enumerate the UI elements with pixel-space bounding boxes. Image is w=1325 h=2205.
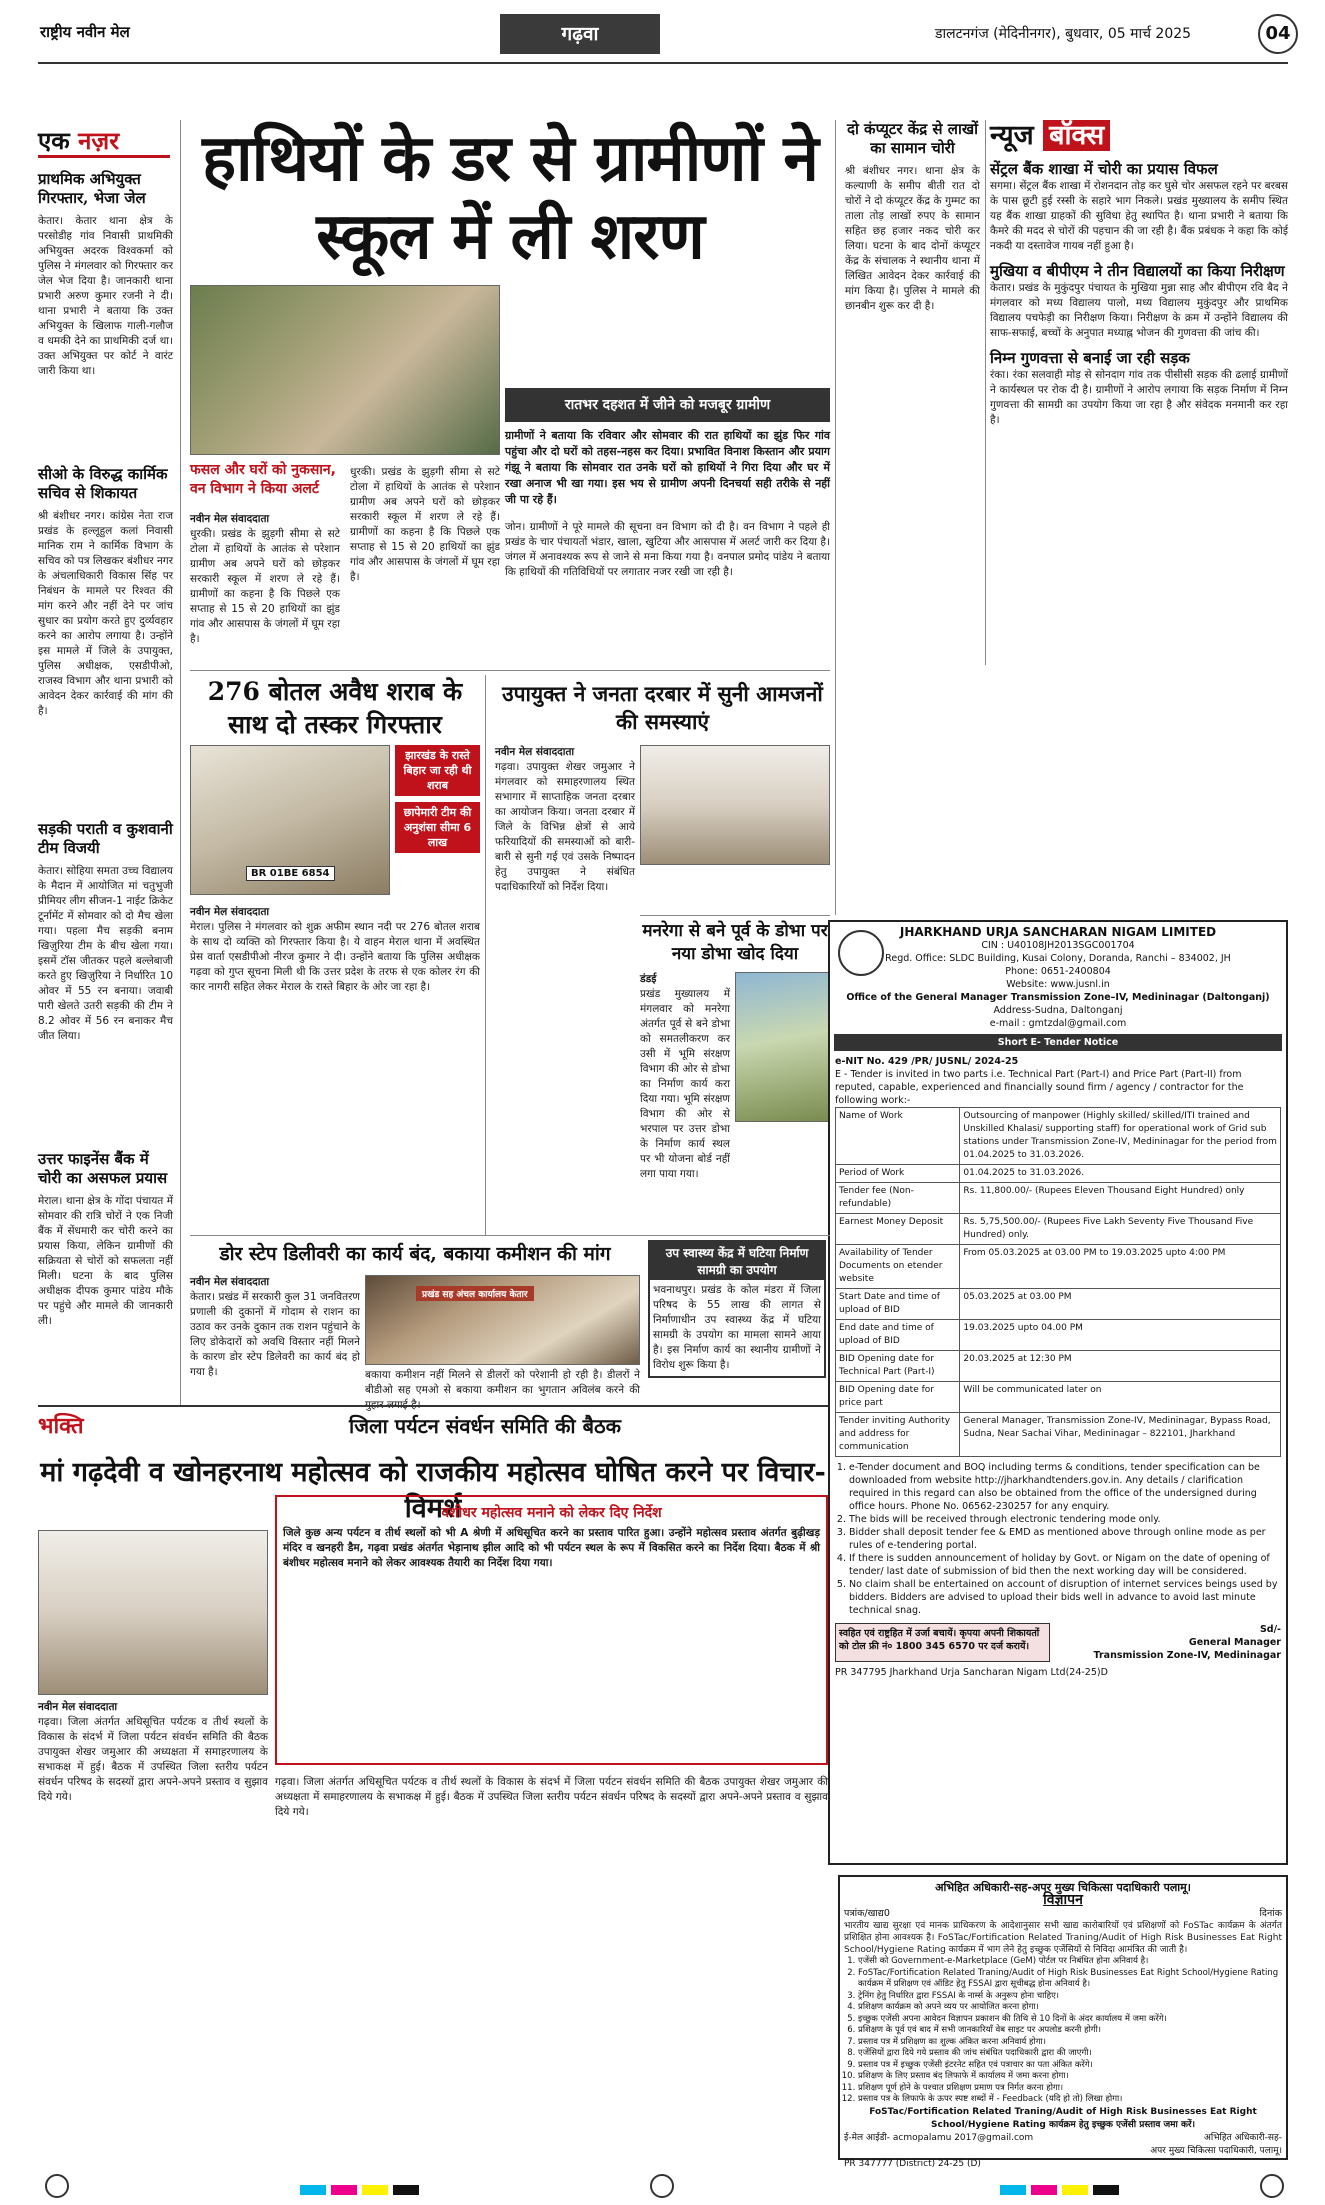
- table-row: [836, 1289, 1281, 1320]
- brief-4: [38, 1150, 173, 1329]
- tender-phone: Phone: 0651-2400804: [1005, 966, 1111, 977]
- section-rule: [640, 915, 830, 916]
- tender-notes: [835, 1461, 1281, 1617]
- registration-mark-icon: [650, 2174, 674, 2198]
- health-notice-email: ई-मेल आईडी- acmopalamu 2017@gmail.com: [844, 2132, 1034, 2143]
- brief-body: मेराल। थाना क्षेत्र के गोंदा पंचायत में सोमवार की रात्रि चोरों ने एक निजी बैंक में सेंधमारी कर चोरी करने का प्रयास किया, लेकिन ग्रामीणों की सक्रियता से चोरों को सफलता नहीं मिली। घटना के बाद पुलिस अधीक्षक दीपक कुमार पांडेय मौके पर पहुंचे और मामले की जानकारी ली।: [38, 1195, 173, 1327]
- magenta-swatch: [331, 2185, 357, 2195]
- tender-notice: [828, 920, 1288, 1865]
- tender-pr: PR 347795 Jharkhand Urja Sancharan Nigam Ltd(24-25)D: [835, 1667, 1108, 1678]
- health-notice-pr: PR 347777 (District) 24-25 (D): [844, 2158, 981, 2169]
- patrank-label: पत्रांक: [844, 1908, 865, 1919]
- liquor-card: झारखंड के रास्ते बिहार जा रही थी शराब: [395, 745, 480, 796]
- yellow-swatch: [362, 2185, 388, 2195]
- tender-label: Tender inviting Authority and address for communication: [836, 1413, 960, 1457]
- health-notice-refline: [844, 1907, 1282, 1920]
- notice-item: 12. प्रस्ताव पत्र के लिफाफे के ऊपर स्पष्ट शब्दों में - Feedback (यदि हो तो) लिखा होगा।: [858, 2094, 1282, 2106]
- doorstep-body: केतार। प्रखंड में सरकारी कुल 31 जनवितरण प्रणाली की दुकानों में गोदाम से राशन का उठाव कर उनके दुकान तक राशन पहुंचाने के लिए डोकेदारों को अवधि विस्तार नहीं मिलने के कारण डोर स्टेप डिलेवरी का कार्य बंद हो गया है।: [190, 1291, 360, 1378]
- health-headline: उप स्वास्थ्य केंद्र में घटिया निर्माण सामग्री का उपयोग: [650, 1242, 824, 1280]
- tender-table: [835, 1107, 1281, 1457]
- color-swatches: [300, 2180, 419, 2199]
- darbar-body: गढ़वा। उपायुक्त शेखर जमुआर ने मंगलवार को समाहरणालय स्थित सभागार में साप्ताहिक जनता दरबार का आयोजन किया। जनता दरबार में जिले के विभिन्न क्षेत्रों से आये फरियादियों की समस्याओं को बारी-बारी से सुनी गई एवं उसके निष्पादन हेतु उपायुक्त ने संबंधित पदाधिकारियों को निर्देश दिया।: [495, 761, 635, 893]
- notice-item: 1. एजेंसी को Government-e-Marketplace (GeM) पोर्टल पर निबंधित होना अनिवार्य है।: [858, 1956, 1282, 1968]
- tender-label: Period of Work: [836, 1165, 960, 1183]
- registration-mark-icon: [1260, 2174, 1284, 2198]
- lead-intro: ग्रामीणों ने बताया कि रविवार और सोमवार की रात हाथियों का झुंड फिर गांव पहुंचा और दो घरों को तहस-नहस कर दिया। प्रभावित विनाश किस्तान और प्रयाग गंझू ने बताया कि सोमवार रात उनके घरों को हाथियों ने गिरा दिया और घर में रखा अनाज भी खा गया। इस भय से ग्रामीण अपनी दिनचर्या सही तरीके से नहीं जी पा रहे हैं।: [505, 429, 830, 506]
- bhakti-tab: भक्ति: [38, 1410, 133, 1444]
- side-story-headline: दो कंप्यूटर केंद्र से लाखों का सामान चोरी: [846, 120, 978, 157]
- bhakti-photo: [38, 1530, 268, 1695]
- tender-label: End date and time of upload of BID: [836, 1320, 960, 1351]
- notice-item: 9. प्रस्ताव पत्र में इच्छुक एजेंसी इंटरनेट सहित एवं पत्राचार का पता अंकित करेंगे।: [858, 2060, 1282, 2072]
- liquor-body-wrap: [190, 905, 480, 995]
- darbar-dateline: नवीन मेल संवाददाता: [495, 746, 575, 758]
- table-row: [836, 1413, 1281, 1457]
- tender-label: Tender fee (Non-refundable): [836, 1183, 960, 1214]
- tender-value: 20.03.2025 at 12:30 PM: [960, 1351, 1281, 1382]
- health-notice: [838, 1875, 1288, 2169]
- tender-label: Earnest Money Deposit: [836, 1214, 960, 1245]
- brief-3: [38, 820, 173, 1044]
- tender-value: Will be communicated later on: [960, 1382, 1281, 1413]
- health-notice-sign: [1150, 2132, 1282, 2158]
- vehicle-plate: BR 01BE 6854: [246, 866, 335, 881]
- side-story: [845, 120, 980, 314]
- tender-note: 3. Bidder shall deposit tender fee & EMD as mentioned above through online mode as per rules of e-tendering portal.: [849, 1526, 1281, 1552]
- lead-headline: हाथियों के डर से ग्रामीणों ने स्कूल में ली शरण: [202, 121, 818, 274]
- side-story-body: श्री बंशीधर नगर। थाना क्षेत्र के कल्याणी के समीप बीती रात दो चोरों ने दो कंप्यूटर केंद्र के गुम्मट का ताला तोड़ लाखों रुपए के सामान सहित छह हजार नकद चोरी कर लिया। घटना के बाद दोनों कंप्यूटर केंद्र के संचालक ने स्थानीय थाना में लिखित आवेदन देकर कार्रवाई की मांग किया है। पुलिस ने मामले की छानबीन शुरू कर दी है।: [845, 165, 980, 312]
- tender-address: Address-Sudna, Daltonganj: [993, 1005, 1123, 1016]
- lead-photo: [190, 285, 500, 455]
- tender-website: Website: www.jusnl.in: [1006, 979, 1110, 990]
- bhakti-box: [275, 1495, 828, 1765]
- liquor-headline: 276 बोतल अवैध शराब के साथ दो तस्कर गिरफ्तार: [207, 677, 463, 739]
- doorstep-body2: बकाया कमीशन नहीं मिलने से डीलरों को परेशानी हो रही है। डीलरों ने बीडीओ सह एमओ से बकाया कमीशन का भुगतान अविलंब करने की: [365, 1369, 640, 1396]
- notice-item: 2. FoSTac/Fortification Related Traning/Audit of High Risk Businesses Eat Right School/Hygiene Rating कार्यक्रम में प्रशिक्षण एवं ऑडिट हेतु FSSAI द्वारा सूचीबद्ध होना अनिवार्य है।: [858, 1968, 1282, 1991]
- mnrega-body-wrap: [640, 972, 730, 1182]
- tender-label: BID Opening date for Technical Part (Part-I): [836, 1351, 960, 1382]
- news-box-story1-headline: सेंट्रल बैंक शाखा में चोरी का प्रयास विफल: [990, 160, 1218, 178]
- office-sign: प्रखंड सह अंचल कार्यालय केतार: [416, 1286, 534, 1301]
- news-box-story1-body: सगमा। सेंट्रल बैंक शाखा में रोशनदान तोड़ कर घुसे चोर असफल रहने पर बरबस के पास छूटी हुई रस्सी के सहारे भाग निकले। प्रखंड मुख्यालय के समीप स्थित यह बैंक शाखा ग्राहकों की सुविधा हेतु स्थापित है। थाना प्रभारी ने बताया कि कैमरे की मदद से चोरों की पहचान की जा रही है। बैंक प्रबंधक ने कहा कि कोई नकदी या दस्तावेज गायब नहीं हुआ है।: [990, 180, 1288, 252]
- mnrega-headline: मनरेगा से बने पूर्व के डोभा पर नया डोभा खोद दिया: [642, 921, 828, 964]
- notice-item: 6. प्रशिक्षण के पूर्व एवं बाद में सभी जानकारियाँ वेब साइट पर अपलोड करनी होगी।: [858, 2025, 1282, 2037]
- brief-1: [38, 170, 173, 379]
- paper-name: राष्ट्रीय नवीन मेल: [40, 23, 130, 41]
- news-box: [990, 115, 1288, 428]
- health-notice-items: [844, 1956, 1282, 2106]
- mnrega-dateline: डंडई: [640, 973, 657, 985]
- masthead: [0, 0, 1325, 62]
- tender-value: Outsourcing of manpower (Highly skilled/ skilled/ITI trained and Unskilled Khalasi/ supporting staff) for operational work of Grid sub stations under Transmission Zone-IV, Medininagar for the period from 01.04.2025 to 31.03.2026.: [960, 1108, 1281, 1165]
- black-swatch: [1093, 2185, 1119, 2195]
- brief-headline: उत्तर फाइनेंस बैंक में चोरी का असफल प्रयास: [38, 1150, 168, 1187]
- tender-note: 2. The bids will be received through electronic tendering mode only.: [849, 1513, 1281, 1526]
- darbar-photo: [640, 745, 830, 865]
- lead-subhead: रातभर दहशत में जीने को मजबूर ग्रामीण: [505, 388, 830, 422]
- health-notice-footer: FoSTac/Fortification Related Traning/Audit of High Risk Businesses Eat Right School/Hygiene Rating कार्यक्रम हेतु इच्छुक एजेंसी प्रस्ताव जमा करें।: [869, 2106, 1257, 2130]
- tender-label: Name of Work: [836, 1108, 960, 1165]
- lead-photo-caption: फसल और घरों को नुकसान, वन विभाग ने किया अलर्ट: [190, 462, 336, 497]
- section-rule: [38, 1405, 828, 1407]
- tender-org: JHARKHAND URJA SANCHARAN NIGAM LIMITED: [899, 925, 1217, 939]
- liquor-dateline: नवीन मेल संवाददाता: [190, 906, 270, 918]
- tender-label: BID Opening date for price part: [836, 1382, 960, 1413]
- ek-nazar-label-right: नज़र: [78, 126, 120, 155]
- notice-item: 8. एजेंसियों द्वारा दिये गये प्रस्ताव की जांच संबंधित पदाधिकारी द्वारा की जाएगी।: [858, 2048, 1282, 2060]
- health-notice-body: भारतीय खाद्य सुरक्षा एवं मानक प्राधिकरण के आदेशानुसार सभी खाद्य कारोबारियों एवं प्रशिक्षणों को FoSTac कार्यक्रम के अंतर्गत प्रशिक्षित होना आवश्यक है। FoSTac/Fortification Related Traning/Audit of High Risk Businesses Eat Right School/Hygiene Rating कार्यक्रम में भाग लेने हेतु इच्छुक एजेंसियों से निविदा आमंत्रित की जाती है।: [844, 1921, 1282, 1955]
- table-row: [836, 1245, 1281, 1289]
- brief-2: [38, 465, 173, 719]
- tender-notice-title: Short E- Tender Notice: [834, 1034, 1282, 1051]
- registration-mark-icon: [45, 2174, 69, 2198]
- tender-value: 01.04.2025 to 31.03.2026.: [960, 1165, 1281, 1183]
- lead-body-left-wrap: [190, 512, 340, 647]
- table-row: [836, 1183, 1281, 1214]
- tender-value: Rs. 5,75,500.00/- (Rupees Five Lakh Seventy Five Thousand Five Hundred) only.: [960, 1214, 1281, 1245]
- table-row: [836, 1214, 1281, 1245]
- doorstep-photo: [365, 1275, 640, 1365]
- health-notice-signrow: [844, 2132, 1282, 2158]
- darbar-headline: उपायुक्त ने जनता दरबार में सुनी आमजनों की समस्याएं: [502, 681, 823, 734]
- health-notice-sign2: अपर मुख्य चिकित्सा पदाधिकारी, पलामू।: [1150, 2145, 1282, 2156]
- news-box-story3-body: रंका। रंका सलवाही मोड़ से सोनदाग गांव तक पीसीसी सड़क की ढलाई ग्रामीणों ने कार्यस्थल पर रोक दी है। ग्रामीणों ने आरोप लगाया कि सड़क निर्माण में निम्न गुणवत्ता की सामग्री का उपयोग किया जा रहा है और संवेदक मनमानी कर रहा है।: [990, 369, 1288, 426]
- page-number: 04: [1258, 14, 1298, 54]
- lead-body-left: धुरकी। प्रखंड के झुड़गी सीमा से सटे टोला में हाथियों के आतंक से परेशान ग्रामीण अब अपने घरों को छोड़कर सरकारी स्कूल में शरण ले रहे हैं। ग्रामीणों का कहना है कि पिछले एक सप्ताह से 15 से 20 हाथियों का झुंड गांव और आसपास के जंगलों में घूम रहा है।: [190, 528, 340, 645]
- notice-item: 10. प्रशिक्षण के लिए प्रस्ताव बंद लिफाफे में कार्यालय में जमा करना होगा।: [858, 2071, 1282, 2083]
- table-row: [836, 1351, 1281, 1382]
- masthead-rule: [38, 62, 1288, 64]
- section-rule: [190, 670, 830, 671]
- jusnl-logo-icon: [838, 930, 884, 976]
- print-registration-bar: [0, 2170, 1325, 2205]
- column-divider: [985, 120, 986, 665]
- table-row: [836, 1108, 1281, 1165]
- date-label: दिनांक: [1259, 1908, 1282, 1919]
- bhakti-dateline: नवीन मेल संवाददाता: [38, 1701, 118, 1713]
- doorstep-dateline: नवीन मेल संवाददाता: [190, 1276, 270, 1288]
- tender-helpline: स्वहित एवं राष्ट्रहित में उर्जा बचायें। कृपया अपनी शिकायतों को टोल फ्री नं० 1800 345 6570 पर दर्ज करायें।: [835, 1623, 1050, 1662]
- cyan-swatch: [1000, 2185, 1026, 2195]
- health-body: भवनाथपुर। प्रखंड के कोल मंडरा में जिला परिषद के 55 लाख की लागत से निर्माणाधीन उप स्वास्थ्य केंद्र में घटिया सामग्री के उपयोग का मामला सामने आया है। इस निर्माण कार्य का स्थानीय ग्रामीणों ने विरोध शुरू किया है।: [653, 1284, 821, 1371]
- health-story: [648, 1240, 826, 1378]
- notice-item: 7. प्रस्ताव पत्र में प्रशिक्षण का शुल्क अंकित करना अनिवार्य होगा।: [858, 2037, 1282, 2049]
- yellow-swatch: [1062, 2185, 1088, 2195]
- tender-sign-office: Transmission Zone-IV, Medininagar: [1093, 1650, 1281, 1661]
- dateline: डालटनगंज (मेदिनीनगर), बुधवार, 05 मार्च 2025: [935, 26, 1192, 42]
- column-divider: [835, 120, 836, 915]
- tender-office: Office of the General Manager Transmission Zone–IV, Medininagar (Daltonganj): [846, 992, 1270, 1003]
- news-box-title: [990, 115, 1288, 152]
- notice-item: 3. ट्रेनिंग हेतु निर्धारित द्वारा FSSAI के नार्म्स के अनुरूप होना चाहिए।: [858, 1991, 1282, 2003]
- liquor-body: मेराल। पुलिस ने मंगलवार को शुक्र अफीम स्थान नदी पर 276 बोतल शराब के साथ दो व्यक्ति को गिरफ्तार किया है। ये वाहन मेराल थाना में अवस्थित प्रेस वार्ता एसडीपीओ नीरज कुमार ने दी। उन्होंने बताया कि पुलिस अधीक्षक गढ़वा को गुप्त सूचना मिली थी कि उत्तर प्रदेश के तरफ से एक कोलर रंग की कार नागरी सहित लेकर मेराल के रास्ते बिहार के ओर जा रहा है।: [190, 921, 480, 993]
- liquor-card: छापेमारी टीम की अनुशंसा सीमा 6 लाख: [395, 802, 480, 853]
- bhakti-body-wrap: [38, 1700, 268, 1805]
- color-swatches: [1000, 2180, 1119, 2199]
- tender-value: General Manager, Transmission Zone-IV, Medininagar, Bypass Road, Sudna, Near Sachai Vihar, Medininagar – 822101, Jharkhand: [960, 1413, 1281, 1457]
- news-box-story2-headline: मुखिया व बीपीएम ने तीन विद्यालयों का किया निरीक्षण: [990, 262, 1285, 280]
- lead-photo-caption-box: [190, 460, 340, 498]
- tender-value: From 05.03.2025 at 03.00 PM to 19.03.2025 upto 4:00 PM: [960, 1245, 1281, 1289]
- lead-body-right: जोन। ग्रामीणों ने पूरे मामले की सूचना वन विभाग को दी है। वन विभाग ने पहले ही प्रखंड के चार पंचायतों भंडार, खाला, खुटिया और आसपास में अलर्ट जारी कर दिया है। जंगल में अनावश्यक रूप से जाने से मना किया गया है। वनपाल प्रमोद पांडेय ने बताया कि हाथियों की गतिविधियों पर लगातार नजर रखी जा रही है।: [505, 521, 830, 578]
- news-box-label-left: न्यूज: [990, 120, 1034, 151]
- magenta-swatch: [1031, 2185, 1057, 2195]
- tender-label: Availability of Tender Documents on etender website: [836, 1245, 960, 1289]
- liquor-cards: [395, 745, 480, 853]
- liquor-photo: [190, 745, 390, 895]
- tender-label: Start Date and time of upload of BID: [836, 1289, 960, 1320]
- brief-headline: सीओ के विरुद्ध कार्मिक सचिव से शिकायत: [38, 465, 168, 502]
- tender-value: 05.03.2025 at 03.00 PM: [960, 1289, 1281, 1320]
- tender-note: 4. If there is sudden announcement of holiday by Govt. or Nigam on the date of opening of tender/ last date of submission of bid then the next working day will be considered.: [849, 1552, 1281, 1578]
- bhakti-box-headline: वंशीधर महोत्सव मनाने को लेकर दिए निर्देश: [441, 1505, 662, 1521]
- lead-dateline: नवीन मेल संवाददाता: [190, 513, 270, 525]
- brief-headline: सड़की पराती व कुशवानी टीम विजयी: [38, 820, 173, 857]
- tender-email: e-mail : gmtzdal@gmail.com: [989, 1018, 1127, 1029]
- tender-sign-title: General Manager: [1188, 1637, 1281, 1648]
- patrank-value: /खाद्य0: [864, 1908, 890, 1919]
- tender-note: 1. e-Tender document and BOQ including terms & conditions, tender specification can be downloaded from website http://jharkhandtenders.gov.in. Any details / clarification required in this regard can also be obtained from the office of the undersigned during office hours. Phone No. 06562-230257 for any enquiry.: [849, 1461, 1281, 1513]
- mnrega-photo: [735, 972, 830, 1122]
- tender-intro: E - Tender is invited in two parts i.e. Technical Part (Part-I) and Price Part (Part-II) from reputed, capable, experienced and financially sound firm / agency / contractor for the following work:-: [835, 1069, 1244, 1106]
- bhakti-body-cont: गढ़वा। जिला अंतर्गत अधिसूचित पर्यटक व तीर्थ स्थलों के विकास के संदर्भ में जिला पर्यटन संवर्धन समिति की बैठक उपायुक्त शेखर जमुआर की अध्यक्षता में समाहरणालय के सभाकक्ष में हुई। बैठक में उपस्थित जिला स्तरीय पर्यटन संवर्धन परिषद के सदस्यों द्वारा अपने-अपने प्रस्ताव व सुझाव दिये गये।: [275, 1776, 828, 1818]
- darbar-body-wrap: [495, 745, 635, 895]
- mnrega-body: प्रखंड मुख्यालय में मंगलवार को मनरेगा अंतर्गत पूर्व से बने डोभा को समतलीकरण कर उसी में भूमि संरक्षण विभाग की ओर से डोभा का निर्माण कार्य करा दिया गया। भूमि संरक्षण विभाग की ओर से भरपाल पर उत्तर डोभा के निर्माण कार्य स्थल पर भी योजना बोर्ड नहीं लगा पाया गया।: [640, 988, 730, 1180]
- ek-nazar-label-left: एक: [38, 126, 70, 155]
- tender-regd: Regd. Office: SLDC Building, Kusai Colony, Doranda, Ranchi – 834002, JH: [885, 953, 1231, 964]
- tender-value: 19.03.2025 upto 04.00 PM: [960, 1320, 1281, 1351]
- doorstep-body-wrap: [190, 1275, 360, 1380]
- tender-note: 5. No claim shall be entertained on account of disruption of internet services beings used by bidders. Bidders are advised to upload their bids well in advance to avoid last minute technical snag.: [849, 1578, 1281, 1617]
- ek-nazar-tab: [38, 124, 170, 158]
- notice-item: 11. प्रशिक्षण पूर्ण होने के पश्चात प्रशिक्षण प्रमाण पत्र निर्गत करना होगा।: [858, 2083, 1282, 2095]
- health-notice-header: अभिहित अधिकारी-सह-अपर मुख्य चिकित्सा पदाधिकारी पलामू।: [935, 1881, 1191, 1894]
- bhakti-body: गढ़वा। जिला अंतर्गत अधिसूचित पर्यटक व तीर्थ स्थलों के विकास के संदर्भ में जिला पर्यटन संवर्धन समिति की बैठक उपायुक्त शेखर जमुआर की अध्यक्षता में समाहरणालय के सभाकक्ष में हुई। बैठक में उपस्थित जिला स्तरीय पर्यटन संवर्धन परिषद के सदस्यों द्वारा अपने-अपने प्रस्ताव व सुझाव दिये गये।: [38, 1716, 268, 1803]
- column-divider: [485, 675, 486, 1235]
- news-box-story2-body: केतार। प्रखंड के मुकुंदपुर पंचायत के मुखिया मुन्ना साह और बीपीएम रवि बैद ने मंगलवार को मध्य विद्यालय पालो, मध्य विद्यालय मुकुंदपुर और प्राथमिक विद्यालय पचफेड़ी का निरीक्षण किया। निरीक्षण के क्रम में उन्होंने विद्यालय की साफ-सफाई, बच्चों के अनुपात मध्याह्न भोजन की गुणवत्ता की जांच की।: [990, 282, 1288, 339]
- tender-signature: [1094, 1623, 1281, 1662]
- section-rule: [190, 1235, 830, 1236]
- tender-nit: e-NIT No. 429 /PR/ JUSNL/ 2024-25: [835, 1056, 1019, 1067]
- tender-value: Rs. 11,800.00/- (Rupees Eleven Thousand Eight Hundred) only: [960, 1183, 1281, 1214]
- tender-sign-sd: Sd/-: [1259, 1624, 1281, 1635]
- health-notice-sign1: अभिहित अधिकारी-सह-: [1204, 2132, 1282, 2143]
- table-row: [836, 1382, 1281, 1413]
- bhakti-section-head: जिला पर्यटन संवर्धन समिति की बैठक: [349, 1414, 621, 1438]
- news-box-label-right: बॉक्स: [1043, 120, 1110, 151]
- notice-item: 5. इच्छुक एजेंसी अपना आवेदन विज्ञापन प्रकाशन की तिथि से 10 दिनों के अंदर कार्यालय में जमा करेंगे।: [858, 2014, 1282, 2026]
- health-notice-title: विज्ञापन: [1043, 1892, 1083, 1908]
- news-box-story3-headline: निम्न गुणवत्ता से बनाई जा रही सड़क: [990, 349, 1190, 367]
- cyan-swatch: [300, 2185, 326, 2195]
- brief-headline: प्राथमिक अभियुक्त गिरफ्तार, भेजा जेल: [38, 170, 146, 207]
- doorstep-headline: डोर स्टेप डिलीवरी का कार्य बंद, बकाया कमीशन की मांग: [219, 1243, 611, 1265]
- section-name: गढ़वा: [500, 14, 660, 54]
- brief-body: केतार। सोहिया समता उच्च विद्यालय के मैदान में आयोजित मां चतुभुजी प्रीमियर लीग सीजन-1 नाईट क्रिकेट टूर्नामेंट में सोमवार को दो मैच खेला गया। पहला मैच सड़की बनाम खिज़ुरिया टीम के बीच खेला गया। इसमें टॉस जीतकर पहले बल्लेबाजी करते हुए खिज़ुरिया ने निर्धारित 10 ओवर में 55 रन बनाया। जवाबी पारी खेलते उतरी सड़की की टीम ने 8.2 ओवर में 56 रन बनाकर मैच जीत लिया।: [38, 865, 173, 1042]
- table-row: [836, 1320, 1281, 1351]
- bhakti-headline: मां गढ़देवी व खोनहरनाथ महोत्सव को राजकीय महोत्सव घोषित करने पर विचार-विमर्श: [40, 1457, 826, 1524]
- bhakti-box-body: जिले कुछ अन्य पर्यटन व तीर्थ स्थलों को भी A श्रेणी में अधिसूचित करने का प्रस्ताव पारित हुआ। उन्होंने महोत्सव प्रस्ताव अंतर्गत बुढ़ीखड़ मंदिर व खनहरी डैम, गढ़वा प्रखंड अंतर्गत भेड़ानाथ झील आदि को भी पर्यटन स्थल के रूप में विकसित करने का निर्देश दिया। बैठक में श्री बंशीधर महोत्सव मनाने को लेकर आवश्यक तैयारी का निर्देश दिया गया।: [283, 1527, 820, 1569]
- brief-body: श्री बंशीधर नगर। कांग्रेस नेता राज प्रखंड के हल्लूहुल कलां निवासी मानिक राम ने कार्मिक विभाग के सचिव को पत्र लिखकर बंशीधर नगर के अंचलाधिकारी विकास सिंह पर निबंधन के मामले पर रिश्वत की मांग करने और नहीं देने पर जांच सुधार का प्रयोग करते हुए दुर्व्यवहार करने का आरोप लगाया है। उन्होंने इस मामले में जिले के उपायुक्त, पुलिस अधीक्षक, एसडीपीओ, राजस्व विभाग और थाना प्रभारी को आवेदन देकर कार्रवाई की मांग की है।: [38, 510, 173, 717]
- table-row: [836, 1165, 1281, 1183]
- notice-item: 4. प्रशिक्षण कार्यक्रम को अपने व्यय पर आयोजित करना होगा।: [858, 2002, 1282, 2014]
- lead-body-mid: धुरकी। प्रखंड के झुड़गी सीमा से सटे टोला में हाथियों के आतंक से परेशान ग्रामीण अब अपने घरों को छोड़कर सरकारी स्कूल में शरण ले रहे हैं। ग्रामीणों का कहना है कि पिछले एक सप्ताह से 15 से 20 हाथियों का झुंड गांव और आसपास के जंगलों में घूम रहा है।: [350, 466, 500, 583]
- tender-cin: CIN : U40108JH2013SGC001704: [981, 940, 1135, 951]
- brief-body: केतार। केतार थाना क्षेत्र के परसोडीह गांव निवासी प्राथमिकी अभियुक्त अदरक विश्वकर्मा को पुलिस ने मंगलवार को गिरफ्तार कर जेल भेज दिया है। जानकारी थाना प्रभारी अरुण कुमार रजनी ने दी। थाना प्रभारी ने बताया कि उक्त अभियुक्त के खिलाफ गाली-गलौज व धमकी देने का प्राथमिकी दर्ज था। उक्त अभियुक्त पर कोर्ट ने वारंट जारी किया था।: [38, 215, 173, 377]
- black-swatch: [393, 2185, 419, 2195]
- column-divider: [180, 120, 181, 1405]
